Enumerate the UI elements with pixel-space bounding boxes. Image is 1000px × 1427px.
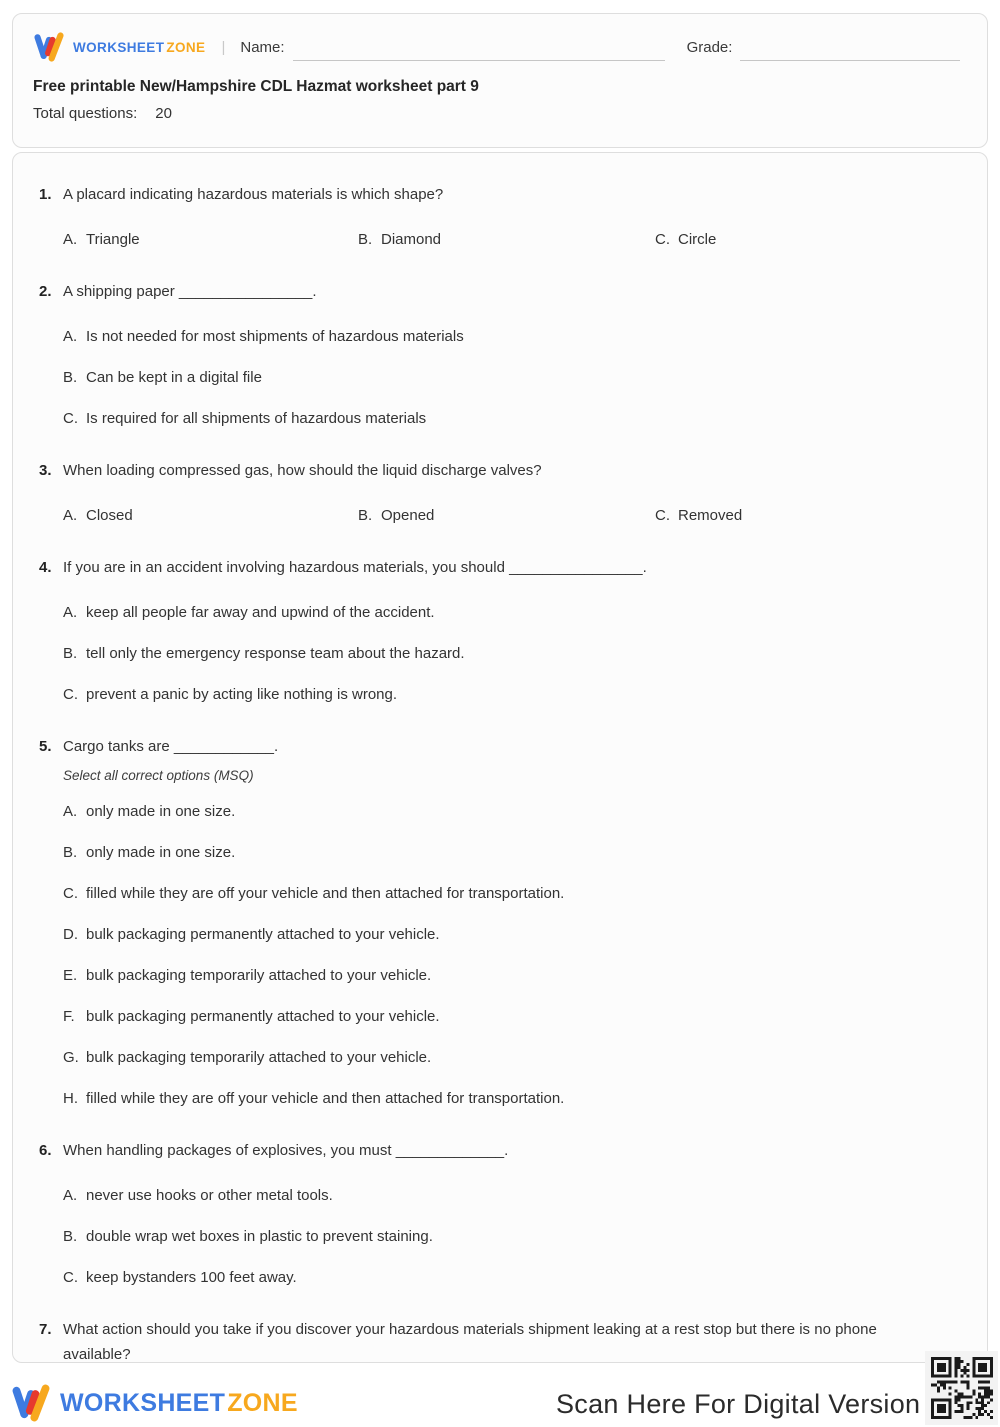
option-text: filled while they are off your vehicle and then attached for transportation. (86, 885, 565, 902)
questions-card (12, 152, 988, 1363)
option-text: Triangle (86, 231, 140, 248)
option-text: Is required for all shipments of hazardous materials (86, 410, 427, 427)
question-number: 6. (39, 1142, 52, 1159)
option-text: only made in one size. (86, 844, 236, 861)
question-number: 4. (39, 559, 52, 576)
option-letter: F. (63, 1008, 75, 1025)
header-divider: | (221, 38, 226, 56)
answer-option[interactable] (63, 231, 358, 248)
option-letter: A. (63, 507, 78, 524)
answer-option[interactable] (63, 844, 959, 861)
option-letter: C. (63, 885, 78, 902)
footer (0, 1375, 1000, 1427)
question-head (39, 1138, 959, 1163)
option-letter: C. (655, 507, 670, 524)
answer-option[interactable] (63, 686, 959, 703)
option-letter: B. (63, 1228, 78, 1245)
answer-option[interactable] (63, 328, 959, 345)
answer-option[interactable] (63, 926, 959, 943)
option-text: Removed (678, 507, 743, 524)
brand-word-zone: ZONE (227, 1388, 298, 1417)
question-head (39, 182, 959, 207)
answer-option[interactable] (63, 604, 959, 621)
question-text: When loading compressed gas, how should the liquid discharge valves? (63, 462, 542, 479)
question-number: 5. (39, 738, 52, 755)
option-text: bulk packaging permanently attached to your vehicle. (86, 1008, 440, 1025)
question-text: If you are in an accident involving hazardous materials, you should ________________. (63, 559, 647, 576)
question-head (39, 279, 959, 304)
worksheetzone-logo (33, 32, 205, 62)
option-text: Can be kept in a digital file (86, 369, 262, 386)
brand-word-worksheet: WORKSHEET (73, 39, 165, 55)
option-letter: B. (63, 645, 78, 662)
option-letter: B. (63, 369, 78, 386)
brand-word-zone: ZONE (166, 39, 206, 55)
brand-text (65, 40, 205, 55)
question-text: When handling packages of explosives, you must _____________. (63, 1142, 509, 1159)
option-letter: A. (63, 328, 78, 345)
total-questions-label: Total questions: (33, 105, 138, 122)
option-letter: D. (63, 926, 78, 943)
option-text: never use hooks or other metal tools. (86, 1187, 333, 1204)
answer-option[interactable] (655, 231, 959, 248)
option-text: prevent a panic by acting like nothing is wrong. (86, 686, 398, 703)
answer-option[interactable] (63, 885, 959, 902)
answer-option[interactable] (63, 507, 358, 524)
option-letter: A. (63, 1187, 78, 1204)
question-text: Cargo tanks are ____________. (63, 738, 279, 755)
option-letter: C. (63, 410, 78, 427)
option-text: bulk packaging temporarily attached to your vehicle. (86, 967, 432, 984)
answer-option[interactable] (63, 645, 959, 662)
worksheetzone-logo-icon (33, 32, 65, 62)
question-number: 3. (39, 462, 52, 479)
name-label: Name: (240, 38, 285, 56)
option-text: keep bystanders 100 feet away. (86, 1269, 297, 1286)
option-text: bulk packaging permanently attached to your vehicle. (86, 926, 440, 943)
option-text: Opened (381, 507, 435, 524)
option-letter: B. (358, 231, 373, 248)
options-list (63, 604, 959, 703)
options-list (63, 803, 959, 1107)
brand-word-worksheet: WORKSHEET (60, 1388, 226, 1417)
brand-text (52, 1389, 298, 1418)
name-field-line[interactable] (293, 44, 665, 61)
answer-option[interactable] (63, 1049, 959, 1066)
questions-list (39, 182, 959, 1363)
footer-logo (10, 1384, 298, 1422)
option-text: Is not needed for most shipments of hazardous materials (86, 328, 464, 345)
question-item (39, 279, 959, 427)
total-questions-row (33, 105, 967, 122)
answer-option[interactable] (63, 803, 959, 820)
option-text: bulk packaging temporarily attached to your vehicle. (86, 1049, 432, 1066)
options-list (63, 1187, 959, 1286)
question-number: 1. (39, 186, 52, 203)
answer-option[interactable] (63, 1090, 959, 1107)
question-text: A shipping paper ________________. (63, 283, 317, 300)
question-head (39, 734, 959, 759)
options-list (63, 507, 959, 524)
option-text: Circle (678, 231, 717, 248)
question-item (39, 734, 959, 1107)
answer-option[interactable] (63, 1228, 959, 1245)
option-text: only made in one size. (86, 803, 236, 820)
option-letter: C. (655, 231, 670, 248)
option-letter: H. (63, 1090, 78, 1107)
worksheetzone-logo-icon (10, 1384, 52, 1422)
question-item (39, 1317, 959, 1363)
answer-option[interactable] (63, 1187, 959, 1204)
option-letter: G. (63, 1049, 79, 1066)
question-number: 2. (39, 283, 52, 300)
option-text: Diamond (381, 231, 442, 248)
option-text: Closed (86, 507, 133, 524)
page-title: Free printable New/Hampshire CDL Hazmat worksheet part 9 (33, 78, 479, 95)
answer-option[interactable] (63, 410, 959, 427)
answer-option[interactable] (63, 369, 959, 386)
answer-option[interactable] (63, 1008, 959, 1025)
header-row (33, 30, 967, 64)
header-card (12, 13, 988, 148)
grade-field-line[interactable] (740, 44, 960, 61)
answer-option[interactable] (358, 231, 655, 248)
options-list (63, 231, 959, 248)
question-number: 7. (39, 1321, 52, 1338)
question-note: Select all correct options (MSQ) (63, 768, 254, 783)
option-letter: A. (63, 803, 78, 820)
option-letter: E. (63, 967, 78, 984)
option-letter: C. (63, 686, 78, 703)
question-text: A placard indicating hazardous materials is which shape? (63, 186, 444, 203)
options-list (63, 328, 959, 427)
answer-option[interactable] (655, 507, 959, 524)
question-item (39, 555, 959, 703)
answer-option[interactable] (358, 507, 655, 524)
grade-label: Grade: (686, 38, 733, 56)
option-text: tell only the emergency response team about the hazard. (86, 645, 465, 662)
option-letter: A. (63, 231, 78, 248)
answer-option[interactable] (63, 1269, 959, 1286)
option-text: double wrap wet boxes in plastic to prevent staining. (86, 1228, 433, 1245)
answer-option[interactable] (63, 967, 959, 984)
option-letter: A. (63, 604, 78, 621)
option-letter: B. (63, 844, 78, 861)
total-questions-value: 20 (155, 105, 172, 122)
question-item (39, 458, 959, 524)
question-head (39, 458, 959, 483)
question-item (39, 182, 959, 248)
question-item (39, 1138, 959, 1286)
option-text: keep all people far away and upwind of the accident. (86, 604, 435, 621)
option-letter: B. (358, 507, 373, 524)
option-text: filled while they are off your vehicle and then attached for transportation. (86, 1090, 565, 1107)
question-head (39, 1317, 959, 1363)
scan-here-text: Scan Here For Digital Version (556, 1389, 921, 1419)
option-letter: C. (63, 1269, 78, 1286)
question-head (39, 555, 959, 580)
question-text: What action should you take if you discover your hazardous materials shipment leaking at a rest stop but there is no phone available? (63, 1321, 877, 1363)
